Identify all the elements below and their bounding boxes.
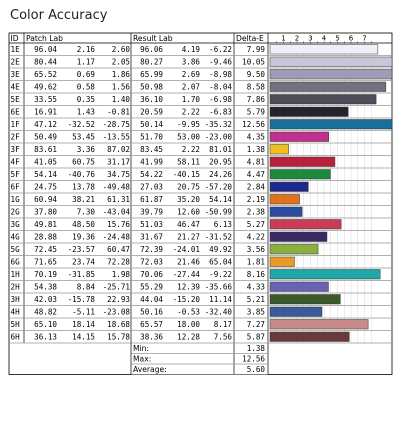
result-lab-value: 96.06 bbox=[140, 44, 163, 54]
patch-lab-value: 3.36 bbox=[76, 144, 95, 154]
result-lab-value: -6.98 bbox=[209, 94, 232, 104]
result-lab-value: 50.98 bbox=[140, 82, 163, 92]
row-id: 3G bbox=[10, 219, 20, 229]
patch-lab-value: 87.02 bbox=[107, 144, 130, 154]
patch-lab-value: 71.65 bbox=[34, 257, 57, 267]
result-lab-value: 12.28 bbox=[177, 332, 200, 342]
delta-e-value: 9.50 bbox=[246, 69, 265, 79]
delta-e-bar bbox=[270, 45, 378, 55]
patch-lab-value: 48.50 bbox=[72, 219, 95, 229]
summary-label: Average: bbox=[133, 364, 167, 374]
result-lab-value: 2.69 bbox=[181, 69, 200, 79]
row-id: 5G bbox=[10, 244, 20, 254]
delta-e-value: 4.22 bbox=[246, 232, 265, 242]
row-id: 3H bbox=[10, 294, 20, 304]
result-lab-value: -15.20 bbox=[172, 294, 200, 304]
delta-e-bar bbox=[270, 232, 327, 242]
x-tick-label: 1 bbox=[281, 34, 286, 43]
result-lab-value: 44.04 bbox=[140, 294, 163, 304]
delta-e-value: 3.85 bbox=[246, 307, 265, 317]
delta-e-bar bbox=[270, 320, 368, 330]
result-lab-value: 46.47 bbox=[177, 219, 200, 229]
patch-lab-value: 18.68 bbox=[107, 319, 130, 329]
result-lab-value: 7.56 bbox=[213, 332, 232, 342]
patch-lab-value: 42.03 bbox=[34, 294, 57, 304]
patch-lab-value: 0.58 bbox=[76, 82, 95, 92]
result-lab-value: 21.27 bbox=[177, 232, 200, 242]
delta-e-bar bbox=[270, 307, 322, 317]
result-lab-value: -8.98 bbox=[209, 69, 232, 79]
result-lab-value: 11.14 bbox=[209, 294, 232, 304]
summary-label: Min: bbox=[133, 343, 150, 353]
x-tick-label: 7 bbox=[362, 34, 367, 43]
result-lab-value: -9.46 bbox=[209, 57, 232, 67]
row-id: 2H bbox=[10, 282, 20, 292]
result-lab-value: -40.15 bbox=[172, 169, 200, 179]
patch-lab-value: 53.45 bbox=[72, 132, 95, 142]
summary-label: Max: bbox=[133, 354, 152, 364]
result-lab-value: 72.03 bbox=[140, 257, 163, 267]
row-id: 5F bbox=[10, 169, 20, 179]
summary-value: 5.60 bbox=[246, 364, 265, 374]
row-id: 4G bbox=[10, 232, 20, 242]
patch-lab-value: 70.19 bbox=[34, 269, 57, 279]
result-lab-value: -32.40 bbox=[204, 307, 232, 317]
row-id: 3E bbox=[10, 69, 20, 79]
delta-e-value: 4.33 bbox=[246, 282, 265, 292]
delta-e-bar bbox=[270, 70, 392, 80]
delta-e-bar bbox=[270, 332, 349, 342]
patch-lab-value: 31.17 bbox=[107, 157, 130, 167]
patch-lab-value: -5.11 bbox=[72, 307, 95, 317]
patch-lab-value: 1.17 bbox=[76, 57, 95, 67]
patch-lab-value: 65.52 bbox=[34, 69, 57, 79]
result-lab-value: -57.20 bbox=[204, 182, 232, 192]
patch-lab-value: 72.28 bbox=[107, 257, 130, 267]
patch-lab-value: 49.81 bbox=[34, 219, 57, 229]
row-id: 1E bbox=[10, 44, 20, 54]
delta-e-bar bbox=[270, 157, 335, 167]
result-lab-value: 12.60 bbox=[177, 207, 200, 217]
patch-lab-value: 72.45 bbox=[34, 244, 57, 254]
result-lab-value: -35.32 bbox=[204, 119, 232, 129]
result-lab-value: -23.00 bbox=[204, 132, 232, 142]
patch-lab-value: -43.04 bbox=[102, 207, 130, 217]
patch-lab-value: -13.55 bbox=[102, 132, 130, 142]
row-id: 2E bbox=[10, 57, 20, 67]
patch-lab-value: 24.75 bbox=[34, 182, 57, 192]
header-result-lab: Result Lab bbox=[133, 33, 173, 43]
row-id: 4H bbox=[10, 307, 20, 317]
patch-lab-value: 15.76 bbox=[107, 219, 130, 229]
delta-e-bar bbox=[270, 170, 330, 180]
result-lab-value: 31.67 bbox=[140, 232, 163, 242]
patch-lab-value: 28.88 bbox=[34, 232, 57, 242]
patch-lab-value: 34.75 bbox=[107, 169, 130, 179]
row-id: 2G bbox=[10, 207, 20, 217]
patch-lab-value: 0.35 bbox=[76, 94, 95, 104]
result-lab-value: 24.26 bbox=[209, 169, 232, 179]
row-id: 2F bbox=[10, 132, 20, 142]
result-lab-value: -27.44 bbox=[172, 269, 200, 279]
row-id: 6H bbox=[10, 332, 20, 342]
patch-lab-value: 33.55 bbox=[34, 94, 57, 104]
header-id: ID bbox=[10, 33, 19, 43]
row-id: 4F bbox=[10, 157, 20, 167]
result-lab-value: -9.95 bbox=[177, 119, 200, 129]
result-lab-value: -6.22 bbox=[209, 44, 232, 54]
delta-e-bar bbox=[270, 270, 380, 280]
delta-e-bar bbox=[270, 245, 318, 255]
result-lab-value: 36.10 bbox=[140, 94, 163, 104]
patch-lab-value: 8.84 bbox=[76, 282, 95, 292]
patch-lab-value: 1.43 bbox=[76, 107, 95, 117]
patch-lab-value: -28.75 bbox=[102, 119, 130, 129]
delta-e-bar bbox=[270, 195, 300, 205]
delta-e-bar bbox=[270, 257, 294, 267]
result-lab-value: 65.57 bbox=[140, 319, 163, 329]
result-lab-value: 55.29 bbox=[140, 282, 163, 292]
patch-lab-value: 1.98 bbox=[111, 269, 130, 279]
result-lab-value: 83.45 bbox=[140, 144, 163, 154]
delta-e-bar bbox=[270, 57, 392, 67]
patch-lab-value: -31.85 bbox=[67, 269, 95, 279]
row-id: 1G bbox=[10, 194, 20, 204]
result-lab-value: 70.06 bbox=[140, 269, 163, 279]
patch-lab-value: 47.12 bbox=[34, 119, 57, 129]
result-lab-value: 50.16 bbox=[140, 307, 163, 317]
result-lab-value: -35.66 bbox=[204, 282, 232, 292]
patch-lab-value: 1.40 bbox=[111, 94, 130, 104]
patch-lab-value: 22.93 bbox=[107, 294, 130, 304]
patch-lab-value: -15.78 bbox=[67, 294, 95, 304]
result-lab-value: -8.04 bbox=[209, 82, 232, 92]
patch-lab-value: 15.78 bbox=[107, 332, 130, 342]
header-delta-e: Delta-E bbox=[236, 33, 264, 43]
row-id: 1H bbox=[10, 269, 20, 279]
delta-e-value: 5.27 bbox=[246, 219, 265, 229]
result-lab-value: 12.39 bbox=[177, 282, 200, 292]
patch-lab-value: -23.08 bbox=[102, 307, 130, 317]
result-lab-value: 72.39 bbox=[140, 244, 163, 254]
delta-e-bar bbox=[270, 207, 302, 217]
patch-lab-value: -0.81 bbox=[107, 107, 130, 117]
delta-e-bar bbox=[270, 132, 329, 142]
delta-e-value: 10.05 bbox=[242, 57, 265, 67]
patch-lab-value: 83.61 bbox=[34, 144, 57, 154]
result-lab-value: 54.22 bbox=[140, 169, 163, 179]
patch-lab-value: 1.56 bbox=[111, 82, 130, 92]
result-lab-value: 8.17 bbox=[213, 319, 232, 329]
result-lab-value: 18.00 bbox=[177, 319, 200, 329]
patch-lab-value: 60.75 bbox=[72, 157, 95, 167]
delta-e-value: 5.79 bbox=[246, 107, 265, 117]
row-id: 6E bbox=[10, 107, 20, 117]
result-lab-value: 6.13 bbox=[213, 219, 232, 229]
result-lab-value: 20.59 bbox=[140, 107, 163, 117]
result-lab-value: 65.04 bbox=[209, 257, 232, 267]
result-lab-value: 39.79 bbox=[140, 207, 163, 217]
patch-lab-value: -24.48 bbox=[102, 232, 130, 242]
result-lab-value: -24.01 bbox=[172, 244, 200, 254]
delta-e-bar bbox=[270, 120, 392, 130]
result-lab-value: 4.19 bbox=[181, 44, 200, 54]
delta-e-bar bbox=[270, 182, 308, 192]
result-lab-value: 58.11 bbox=[177, 157, 200, 167]
patch-lab-value: 41.05 bbox=[34, 157, 57, 167]
patch-lab-value: 60.47 bbox=[107, 244, 130, 254]
delta-e-value: 12.56 bbox=[242, 119, 265, 129]
patch-lab-value: 38.21 bbox=[72, 194, 95, 204]
result-lab-value: 41.99 bbox=[140, 157, 163, 167]
row-id: 5E bbox=[10, 94, 20, 104]
patch-lab-value: 14.15 bbox=[72, 332, 95, 342]
x-tick-label: 5 bbox=[335, 34, 340, 43]
result-lab-value: 80.27 bbox=[140, 57, 163, 67]
delta-e-value: 4.35 bbox=[246, 132, 265, 142]
delta-e-value: 8.16 bbox=[246, 269, 265, 279]
result-lab-value: 3.86 bbox=[181, 57, 200, 67]
delta-e-bar bbox=[270, 82, 386, 92]
row-id: 4E bbox=[10, 82, 20, 92]
patch-lab-value: 48.82 bbox=[34, 307, 57, 317]
result-lab-value: -6.83 bbox=[209, 107, 232, 117]
patch-lab-value: 60.94 bbox=[34, 194, 57, 204]
result-lab-value: -50.99 bbox=[204, 207, 232, 217]
patch-lab-value: 2.16 bbox=[76, 44, 95, 54]
patch-lab-value: -40.76 bbox=[67, 169, 95, 179]
row-id: 1F bbox=[10, 119, 20, 129]
result-lab-value: 49.92 bbox=[209, 244, 232, 254]
result-lab-value: 2.22 bbox=[181, 144, 200, 154]
delta-e-bar bbox=[270, 295, 340, 305]
result-lab-value: 65.99 bbox=[140, 69, 163, 79]
patch-lab-value: 13.78 bbox=[72, 182, 95, 192]
patch-lab-value: -49.48 bbox=[102, 182, 130, 192]
page-title: Color Accuracy bbox=[10, 8, 108, 23]
patch-lab-value: 2.05 bbox=[111, 57, 130, 67]
patch-lab-value: 36.13 bbox=[34, 332, 57, 342]
patch-lab-value: 50.49 bbox=[34, 132, 57, 142]
patch-lab-value: 54.38 bbox=[34, 282, 57, 292]
patch-lab-value: 1.86 bbox=[111, 69, 130, 79]
delta-e-value: 4.47 bbox=[246, 169, 265, 179]
patch-lab-value: 37.80 bbox=[34, 207, 57, 217]
delta-e-bar bbox=[270, 95, 376, 105]
result-lab-value: -0.53 bbox=[177, 307, 200, 317]
patch-lab-value: -32.52 bbox=[67, 119, 95, 129]
result-lab-value: 38.36 bbox=[140, 332, 163, 342]
result-lab-value: 20.75 bbox=[177, 182, 200, 192]
delta-e-value: 2.84 bbox=[246, 182, 265, 192]
result-lab-value: 21.46 bbox=[177, 257, 200, 267]
delta-e-bar bbox=[270, 145, 289, 155]
result-lab-value: 51.03 bbox=[140, 219, 163, 229]
x-tick-label: 2 bbox=[294, 34, 300, 43]
result-lab-value: 20.95 bbox=[209, 157, 232, 167]
delta-e-value: 4.81 bbox=[246, 157, 265, 167]
result-lab-value: -31.52 bbox=[204, 232, 232, 242]
patch-lab-value: -23.57 bbox=[67, 244, 95, 254]
patch-lab-value: 61.31 bbox=[107, 194, 130, 204]
result-lab-value: 2.22 bbox=[181, 107, 200, 117]
result-lab-value: 81.01 bbox=[209, 144, 232, 154]
x-tick-label: 4 bbox=[321, 34, 327, 43]
row-id: 3F bbox=[10, 144, 20, 154]
patch-lab-value: 80.44 bbox=[34, 57, 57, 67]
result-lab-value: 27.03 bbox=[140, 182, 163, 192]
delta-e-value: 5.21 bbox=[246, 294, 265, 304]
patch-lab-value: 7.30 bbox=[76, 207, 95, 217]
header-patch-lab: Patch Lab bbox=[26, 33, 63, 43]
result-lab-value: 2.07 bbox=[181, 82, 200, 92]
result-lab-value: 54.14 bbox=[209, 194, 232, 204]
delta-e-value: 7.86 bbox=[246, 94, 265, 104]
patch-lab-value: -25.71 bbox=[102, 282, 130, 292]
x-tick-label: 3 bbox=[308, 34, 313, 43]
result-lab-value: 1.70 bbox=[181, 94, 200, 104]
result-lab-value: -9.22 bbox=[209, 269, 232, 279]
patch-lab-value: 65.10 bbox=[34, 319, 57, 329]
patch-lab-value: 16.91 bbox=[34, 107, 57, 117]
patch-lab-value: 18.14 bbox=[72, 319, 95, 329]
delta-e-value: 8.58 bbox=[246, 82, 265, 92]
patch-lab-value: 2.60 bbox=[111, 44, 130, 54]
delta-e-value: 7.27 bbox=[246, 319, 265, 329]
patch-lab-value: 19.36 bbox=[72, 232, 95, 242]
row-id: 6G bbox=[10, 257, 20, 267]
result-lab-value: 35.20 bbox=[177, 194, 200, 204]
result-lab-value: 50.14 bbox=[140, 119, 163, 129]
delta-e-value: 1.81 bbox=[246, 257, 265, 267]
delta-e-value: 2.38 bbox=[246, 207, 265, 217]
delta-e-value: 3.56 bbox=[246, 244, 265, 254]
delta-e-value: 5.87 bbox=[246, 332, 265, 342]
patch-lab-value: 49.62 bbox=[34, 82, 57, 92]
patch-lab-value: 0.69 bbox=[76, 69, 95, 79]
row-id: 5H bbox=[10, 319, 20, 329]
patch-lab-value: 23.74 bbox=[72, 257, 95, 267]
row-id: 6F bbox=[10, 182, 20, 192]
delta-e-value: 7.99 bbox=[246, 44, 265, 54]
delta-e-value: 1.38 bbox=[246, 144, 265, 154]
patch-lab-value: 54.14 bbox=[34, 169, 57, 179]
result-lab-value: 61.87 bbox=[140, 194, 163, 204]
x-tick-label: 6 bbox=[348, 34, 354, 43]
result-lab-value: 51.70 bbox=[140, 132, 163, 142]
delta-e-bar bbox=[270, 107, 348, 117]
delta-e-bar bbox=[270, 220, 341, 230]
delta-e-bar bbox=[270, 282, 328, 292]
result-lab-value: 53.00 bbox=[177, 132, 200, 142]
delta-e-value: 2.19 bbox=[246, 194, 265, 204]
summary-value: 12.56 bbox=[242, 354, 265, 364]
summary-value: 1.38 bbox=[246, 343, 265, 353]
patch-lab-value: 96.04 bbox=[34, 44, 57, 54]
